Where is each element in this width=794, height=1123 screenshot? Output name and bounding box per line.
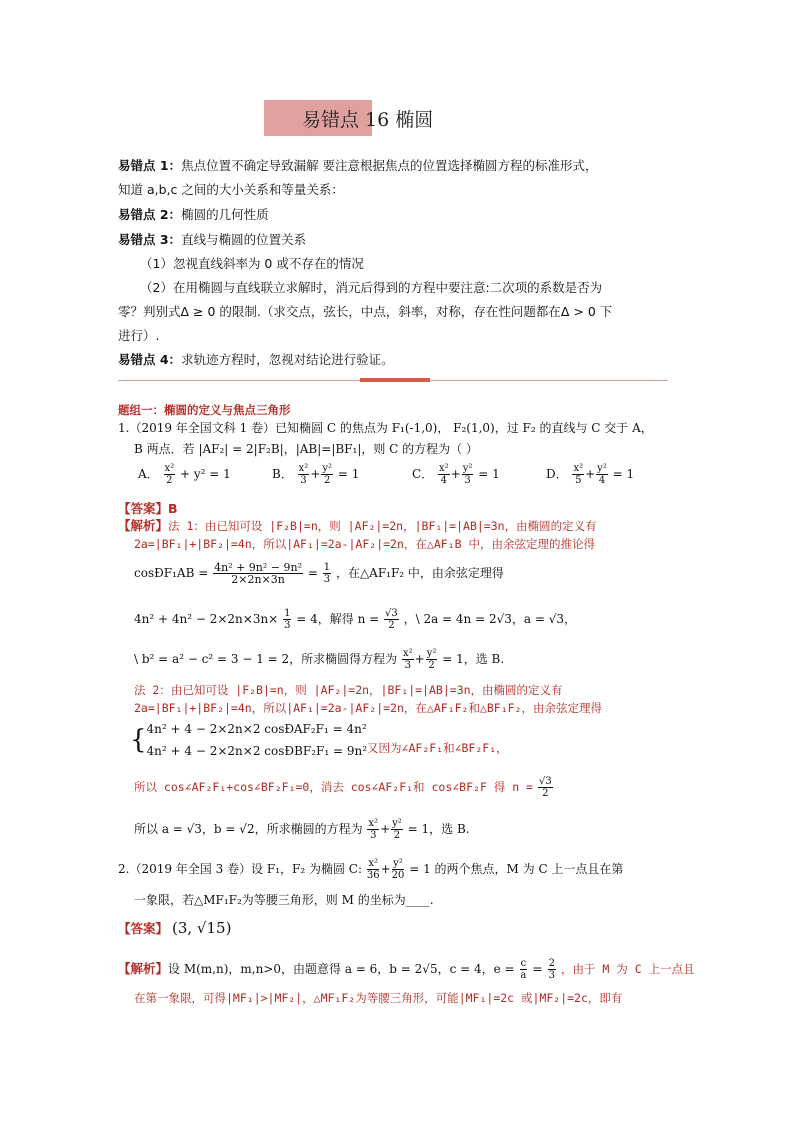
m2-l3-a: 所以 cos∠AF₂F₁+cos∠BF₂F₁=0，消去 cos∠AF₂F₁和 cos∠BF₂F 得 n = xyxy=(134,780,533,794)
option-d-num-1: x² xyxy=(573,463,584,474)
m1-l5-num-1: x² xyxy=(403,648,413,659)
m2-l4-den-1: 3 xyxy=(370,830,377,841)
option-c-frac-2 xyxy=(462,463,474,486)
q1-answer-value: B xyxy=(168,501,178,516)
option-b-num-2: y² xyxy=(322,463,333,474)
option-b-frac-1 xyxy=(298,463,310,486)
option-c-rest: = 1 xyxy=(478,467,500,481)
q1-method-1-line-5: \ b² = a² − c² = 3 − 1 = 2，所求椭圆得方程为 $\frac{\text{x²}}{3}$ + $\frac{\text{y²}}{2}$ = 1，选 B. xyxy=(134,648,505,671)
m1-l3-num-2: 1 xyxy=(323,562,331,573)
m1-l4-frac-2 xyxy=(384,608,399,631)
point-4-text: 求轨迹方程时，忽视对结论进行验证。 xyxy=(181,352,394,367)
q2-answer-value: (3, √15) xyxy=(172,919,232,937)
m1-l4-num: 1 xyxy=(284,608,291,619)
q1-method-1-line-1 xyxy=(118,518,597,534)
m1-l3-num: 4n² + 9n² − 9n² xyxy=(214,561,303,574)
group-1-title: 题组一：椭圆的定义与焦点三角形 xyxy=(118,403,291,417)
q2-answer-label: 【答案】 xyxy=(118,921,169,936)
option-a-den: 2 xyxy=(166,475,173,486)
q2-frac-2 xyxy=(392,858,405,881)
option-b-den-1: 3 xyxy=(300,475,307,486)
point-4 xyxy=(118,352,394,368)
point-2-text: 椭圆的几何性质 xyxy=(181,207,269,222)
option-c-den-2: 3 xyxy=(464,475,471,486)
q1-method-1-line-3 xyxy=(134,562,504,585)
m1-l5-num-2: y² xyxy=(426,648,437,659)
q2-line-2: 一象限，若△MF₁F₂为等腰三角形，则 M 的坐标为____. xyxy=(134,893,434,907)
option-c-frac-1 xyxy=(438,463,450,486)
m1-l3-frac-2 xyxy=(323,562,331,585)
q1-method-2-line-4: 所以 a = √3，b = √2，所求椭圆的方程为 $\frac{\text{x²}}{3}$ + $\frac{\text{y²}}{2}$ = 1，选 B. xyxy=(134,818,470,841)
option-d-rest: = 1 xyxy=(612,467,635,481)
option-d-frac-2 xyxy=(596,463,608,486)
option-b-frac-2 xyxy=(321,463,333,486)
q1-method-1-line-2: 2a=|BF₁|+|BF₂|=4n，所以|AF₁|=2a-|AF₂|=2n，在△AF₁B 中，由余弦定理的推论得 xyxy=(134,537,595,551)
m2-l4-frac-1 xyxy=(367,818,379,841)
m1-l3-b: = xyxy=(307,566,318,580)
system-note: 又因为∠AF₂F₁和∠BF₂F₁， xyxy=(367,741,508,755)
option-c-den-1: 4 xyxy=(440,475,448,486)
option-d-den-2: 4 xyxy=(598,475,606,486)
option-d-den-1: 5 xyxy=(575,475,582,486)
q1-option-d: D． $\frac{\text{x²}}{5}$ + $\frac{\text{y²}}{4}$ = 1 xyxy=(546,463,635,486)
q1-line-2: B 两点．若 |AF₂| = 2|F₂B|，|AB|=|BF₁|，则 C 的方程为（ ） xyxy=(134,442,478,456)
q2-answer xyxy=(118,920,231,937)
option-a-frac xyxy=(164,463,176,486)
q1-method-2-line-2: 2a=|BF₁|+|BF₂|=4n，所以|AF₁|=2a-|AF₂|=2n，在△AF₁F₂和△BF₁F₂，由余弦定理得 xyxy=(134,701,602,715)
section-divider-accent xyxy=(360,378,430,382)
option-d-frac-1 xyxy=(572,463,584,486)
m2-l4-num-2: y² xyxy=(392,818,402,829)
point-3 xyxy=(118,232,306,248)
point-4-label: 易错点 4： xyxy=(118,352,182,367)
q1-answer-label: 【答案】 xyxy=(118,501,169,516)
q2-den-1: 36 xyxy=(366,870,380,881)
q1-option-a xyxy=(138,463,231,486)
point-1-cont: 知道 a,b,c 之间的大小关系和等量关系： xyxy=(118,182,344,197)
m1-l3-a: cosÐF₁AB = xyxy=(134,566,209,580)
option-c-label: C． xyxy=(412,467,434,481)
m1-l4-den: 3 xyxy=(284,620,291,631)
system-eq-2: 4n² + 4 − 2×2n×2 cosÐBF₂F₁ = 9n² xyxy=(146,744,368,758)
q1-answer xyxy=(118,501,178,517)
option-a-rest: + y² = 1 xyxy=(179,467,231,481)
m1-l5-a: \ b² = a² − c² = 3 − 1 = 2，所求椭圆得方程为 xyxy=(134,652,398,666)
q2-a1-den: a xyxy=(520,970,527,981)
option-d-label: D． xyxy=(546,467,568,481)
m2-l4-a: 所以 a = √3，b = √2，所求椭圆的方程为 xyxy=(134,822,363,836)
page-title: 易错点 16 椭圆 xyxy=(302,109,434,131)
point-3-item-2c: 进行）. xyxy=(118,328,160,343)
q2-frac-1 xyxy=(367,858,380,881)
q1-method-1-line-4 xyxy=(134,608,576,631)
option-c-num-2: y² xyxy=(462,463,473,474)
option-a-label: A． xyxy=(138,467,159,481)
m2-l3-num: √3 xyxy=(538,776,552,787)
title-banner xyxy=(264,100,464,136)
system-brace: { xyxy=(130,725,147,755)
m1-l5-frac-1 xyxy=(402,648,414,671)
q1-method-2-line-3 xyxy=(134,776,554,799)
m1-l3-den: 2×2n×3n xyxy=(231,573,285,586)
option-b-label: B． xyxy=(272,467,293,481)
option-d-num-2: y² xyxy=(597,463,607,474)
q1-option-b: B． $\frac{\text{x²}}{3}$ + $\frac{\text{y²}}{2}$ = 1 xyxy=(272,463,360,486)
point-2-label: 易错点 2： xyxy=(118,207,182,222)
m2-l4-b: = 1，选 B. xyxy=(407,822,470,836)
m2-l4-frac-2 xyxy=(391,818,403,841)
q2-l1-b: = 1 的两个焦点，M 为 C 上一点且在第 xyxy=(409,862,624,876)
q2-analysis-line-1 xyxy=(118,958,695,981)
m1-l5-den-2: 2 xyxy=(428,660,435,671)
q2-l1-a: 2.（2019 年全国 3 卷）设 F₁，F₂ 为椭圆 C: xyxy=(118,862,363,876)
m1-l5-den-1: 3 xyxy=(404,660,412,671)
option-b-num-1: x² xyxy=(298,463,309,474)
m2-l3-den: 2 xyxy=(542,788,549,799)
q2-a1-c: ，由于 M 为 C 上一点且 xyxy=(561,962,695,976)
m1-l4-den-2: 2 xyxy=(388,620,395,631)
q2-num-2: y² xyxy=(393,858,403,869)
q2-a1-num: c xyxy=(520,958,527,969)
q1-analysis-label: 【解析】 xyxy=(118,518,169,533)
q2-line-1: 2.（2019 年全国 3 卷）设 F₁，F₂ 为椭圆 C: $\frac{\text{x²}}{36}$ + $\frac{\text{y²}}{20}$ = 1 的两个焦点，M 为 C 上一点且在第 xyxy=(118,858,624,881)
q1-m1-l1: 法 1：由已知可设 |F₂B|=n，则 |AF₂|=2n，|BF₁|=|AB|=3n，由椭圆的定义有 xyxy=(168,519,597,533)
m2-l4-den-2: 2 xyxy=(393,830,401,841)
m1-l4-num-2: √3 xyxy=(385,608,398,619)
point-1-label: 易错点 1： xyxy=(118,158,182,173)
point-3-item-1: （1）忽视直线斜率为 0 或不存在的情况 xyxy=(140,256,364,271)
q2-num-1: x² xyxy=(368,858,379,869)
q2-analysis-label: 【解析】 xyxy=(118,961,169,976)
m2-l3-frac xyxy=(538,776,553,799)
q2-analysis-line-2: 在第一象限，可得|MF₁|>|MF₂|，△MF₁F₂为等腰三角形，可能|MF₁|=2c 或|MF₂|=2c，即有 xyxy=(134,991,623,1005)
q1-option-c: C． $\frac{\text{x²}}{4}$ + $\frac{\text{y²}}{3}$ = 1 xyxy=(412,463,500,486)
q1-method-2-line-1: 法 2：由已知可设 |F₂B|=n，则 |AF₂|=2n，|BF₁|=|AB|=3n，由椭圆的定义有 xyxy=(134,683,563,697)
m1-l5-frac-2 xyxy=(426,648,438,671)
m1-l3-den-2: 3 xyxy=(323,574,331,585)
point-3-item-2b: 零？判别式Δ ≥ 0 的限制.（求交点，弦长，中点，斜率，对称，存在性问题都在Δ > 0 下 xyxy=(118,304,613,319)
m2-l4-num-1: x² xyxy=(368,818,379,829)
point-3-label: 易错点 3： xyxy=(118,232,182,247)
q1-method-2-system xyxy=(130,718,508,762)
m1-l4-c: ，\ 2a = 4n = 2√3，a = √3， xyxy=(403,612,577,626)
option-a-num: x² xyxy=(164,463,175,474)
point-1-text: 焦点位置不确定导致漏解 要注意根据焦点的位置选择椭圆方程的标准形式， xyxy=(181,158,598,173)
q2-a1-num-2: 2 xyxy=(548,958,556,969)
q2-a1-den-2: 3 xyxy=(548,970,556,981)
system-eq-1: 4n² + 4 − 2×2n×2 cosÐAF₂F₁ = 4n² xyxy=(146,722,367,736)
point-3-item-2a: （2）在用椭圆与直线联立求解时，消元后得到的方程中要注意:二次项的系数是否为 xyxy=(140,280,603,295)
point-3-text: 直线与椭圆的位置关系 xyxy=(181,232,307,247)
point-2 xyxy=(118,207,269,223)
m1-l4-a: 4n² + 4n² − 2×2n×3n× xyxy=(134,612,279,626)
m1-l5-b: = 1，选 B. xyxy=(442,652,505,666)
option-b-rest: = 1 xyxy=(337,467,360,481)
q2-den-2: 20 xyxy=(391,870,405,881)
q1-line-1: 1.（2019 年全国文科 1 卷）已知椭圆 C 的焦点为 F₁(-1,0)， F₂(1,0)，过 F₂ 的直线与 C 交于 A， xyxy=(118,421,653,435)
q2-a1-frac-2 xyxy=(548,958,556,981)
q2-a1-b: = xyxy=(532,961,543,976)
m1-l4-b: = 4，解得 n = xyxy=(296,612,380,626)
option-c-num-1: x² xyxy=(439,463,449,474)
q2-a1-a: 设 M(m,n)，m,n>0，由题意得 a = 6，b = 2√5，c = 4，e = xyxy=(168,962,515,976)
m1-l3-frac xyxy=(213,562,303,585)
point-1 xyxy=(118,158,598,174)
m1-l4-frac xyxy=(283,608,291,631)
option-b-den-2: 2 xyxy=(324,475,331,486)
m1-l3-c: ，在△AF₁F₂ 中，由余弦定理得 xyxy=(335,566,504,580)
q2-a1-frac xyxy=(520,958,528,981)
